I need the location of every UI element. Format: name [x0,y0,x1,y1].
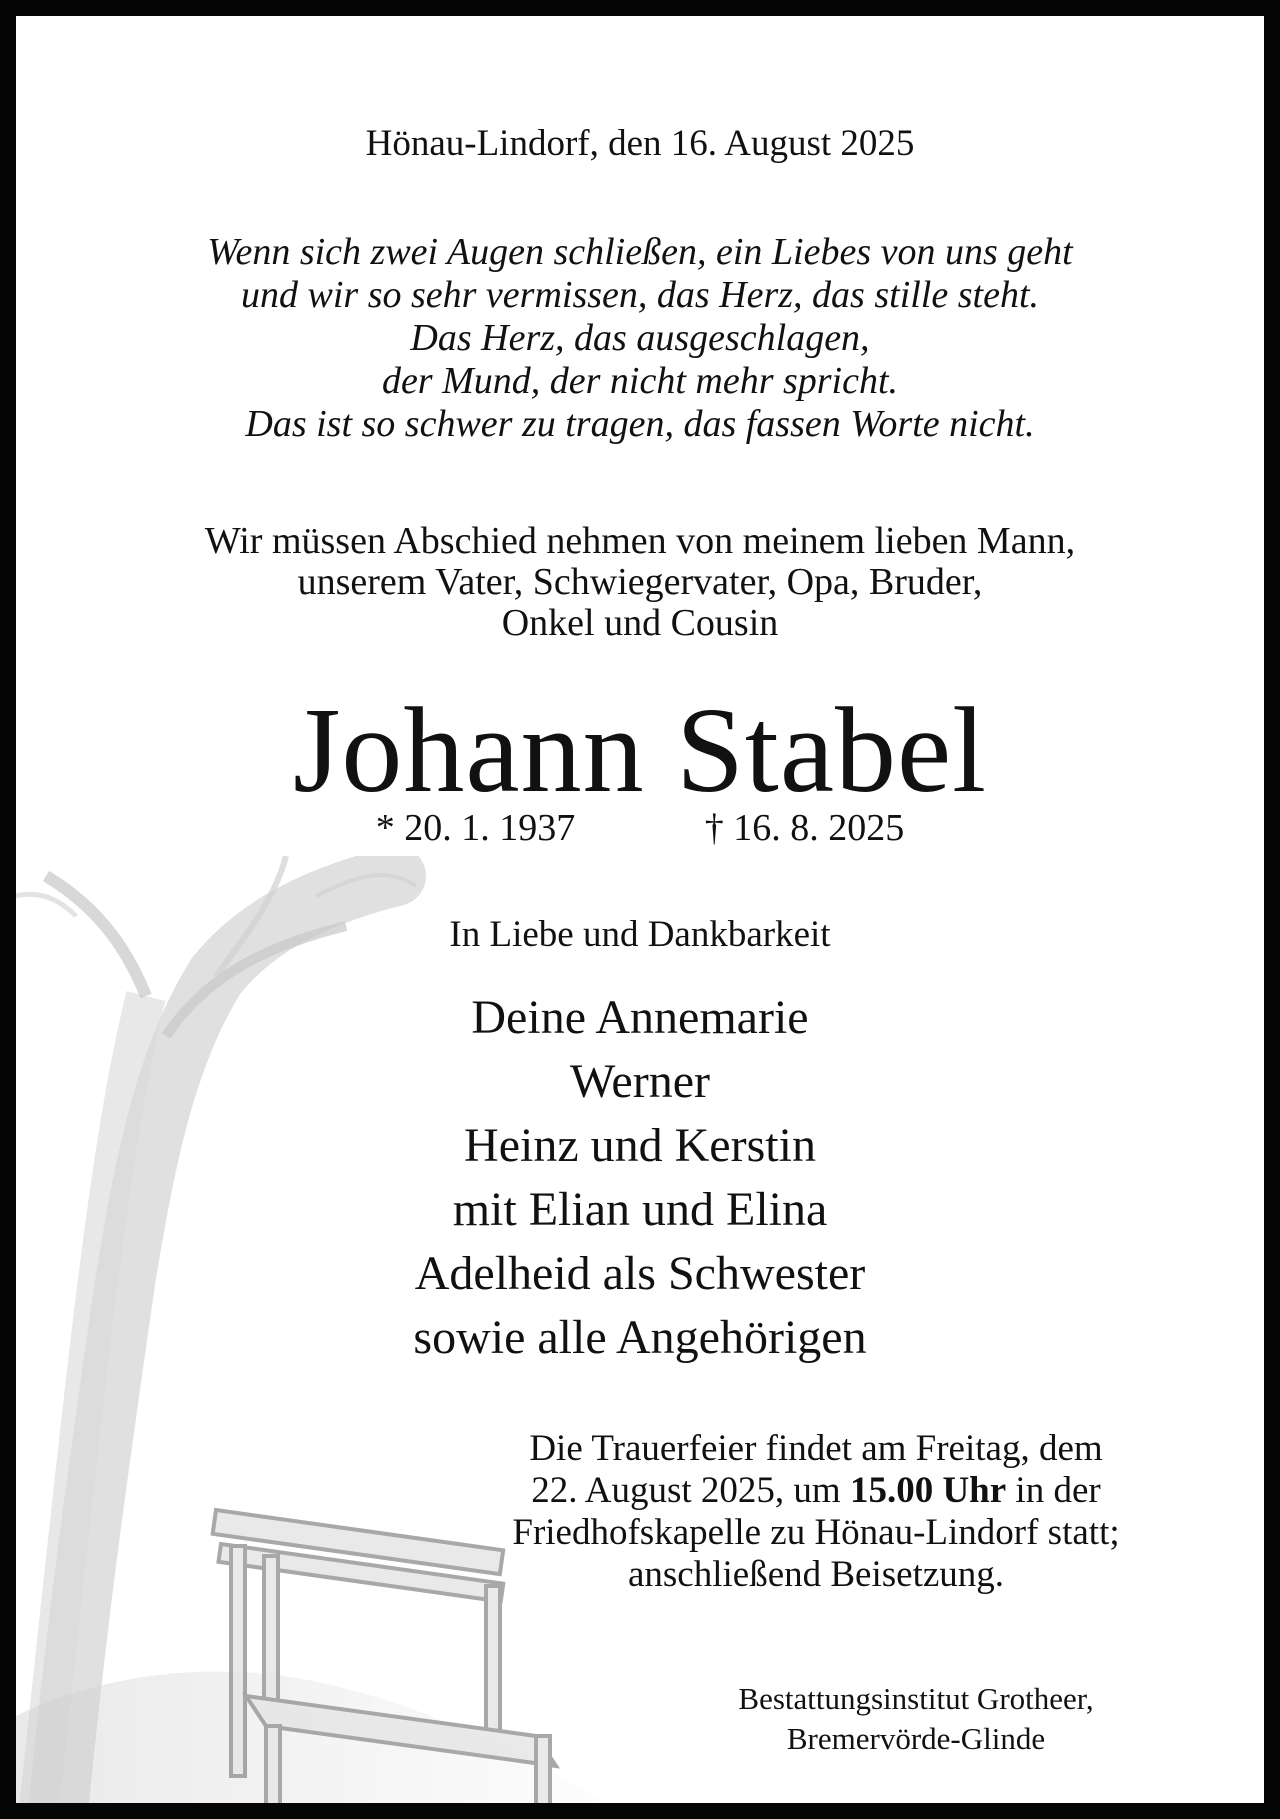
family-member: sowie alle Angehörigen [413,1311,867,1364]
family-member: Werner [569,1055,711,1108]
funeral-service-info [456,1428,1176,1596]
family-member: Heinz und Kerstin [464,1119,816,1172]
family-member: Adelheid als Schwester [414,1247,866,1300]
farewell-line: unserem Vater, Schwiegervater, Opa, Bruder, [297,561,983,603]
family-member: Deine Annemarie [471,991,809,1044]
farewell-line: Wir müssen Abschied nehmen von meinem lieben Mann, [204,520,1076,562]
poem-line: Das ist so schwer zu tragen, das fassen Worte nicht. [245,403,1035,445]
farewell-text [16,521,1264,644]
death-date: † 16. 8. 2025 [704,807,905,849]
poem-line: der Mund, der nicht mehr spricht. [381,360,899,402]
place-and-date: Hönau-Lindorf, den 16. August 2025 [365,123,915,164]
service-line-end: in der [1006,1470,1101,1511]
service-line: Friedhofskapelle zu Hönau-Lindorf statt; [512,1512,1120,1553]
poem [16,231,1264,446]
deceased-name: Johann Stabel [292,683,988,818]
family-list [16,986,1264,1370]
gratitude-line: In Liebe und Dankbarkeit [449,914,831,955]
life-dates [16,806,1264,850]
service-date: 22. August 2025, um [531,1470,850,1511]
farewell-line: Onkel und Cousin [501,602,779,644]
service-line: anschließend Beisetzung. [627,1554,1005,1595]
service-line: Die Trauerfeier findet am Freitag, dem [529,1428,1103,1469]
undertaker-name: Bestattungsinstitut Grotheer, [738,1681,1094,1716]
service-line [456,1470,1176,1512]
undertaker [656,1679,1176,1759]
poem-line: Wenn sich zwei Augen schließen, ein Liebes von uns geht [207,231,1073,273]
family-member: mit Elian und Elina [452,1183,828,1236]
poem-line: und wir so sehr vermissen, das Herz, das stille steht. [241,274,1039,316]
poem-line: Das Herz, das ausgeschlagen, [410,317,870,359]
birth-date: * 20. 1. 1937 [375,807,576,849]
undertaker-location: Bremervörde-Glinde [786,1721,1046,1756]
service-time: 15.00 Uhr [849,1470,1007,1511]
